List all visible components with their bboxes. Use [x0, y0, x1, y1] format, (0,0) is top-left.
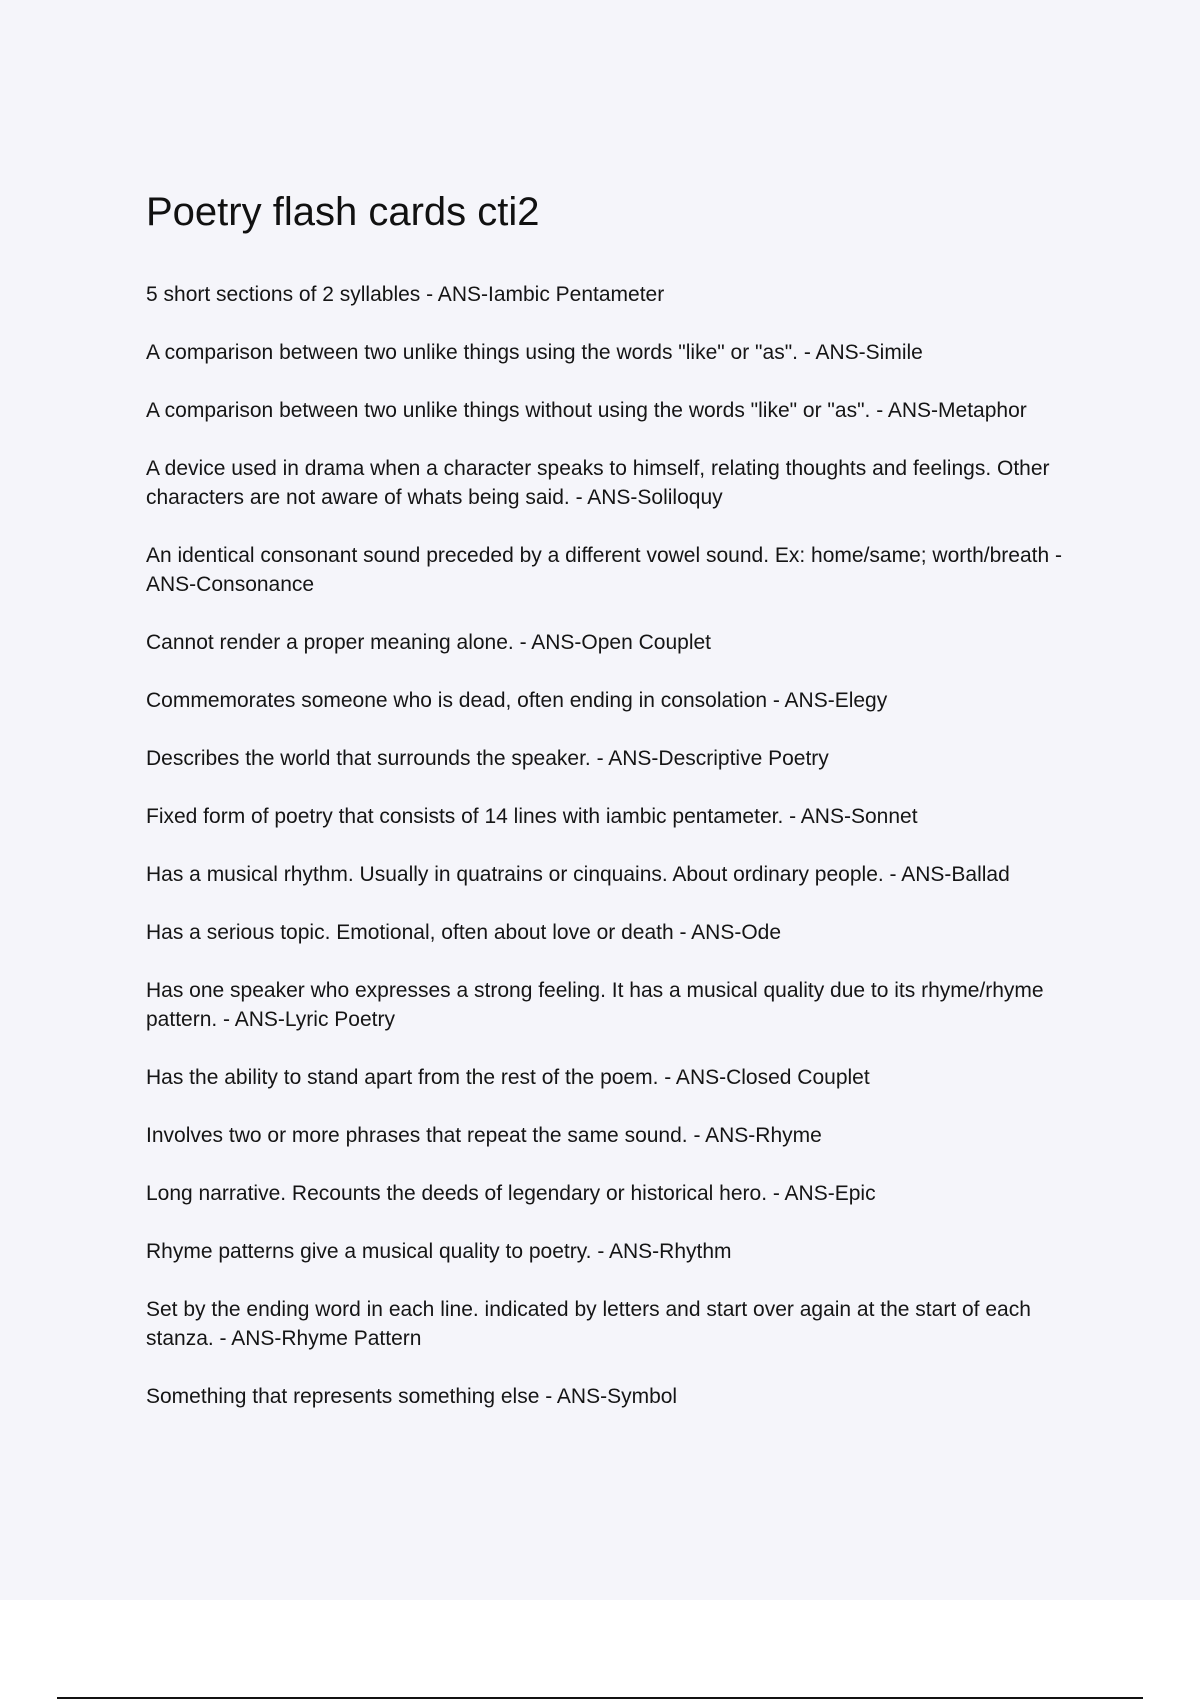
flashcard-4: A device used in drama when a character speaks to himself, relating thoughts and feelings. Other characters are not aware of whats being said. - ANS-Soliloquy	[146, 457, 1050, 509]
flashcard-14: Involves two or more phrases that repeat the same sound. - ANS-Rhyme	[146, 1124, 822, 1147]
flashcard-3: A comparison between two unlike things without using the words "like" or "as". - ANS-Metaphor	[146, 399, 1027, 422]
flashcard-12: Has one speaker who expresses a strong feeling. It has a musical quality due to its rhyme/rhyme pattern. - ANS-Lyric Poetry	[146, 979, 1044, 1031]
flashcard-2: A comparison between two unlike things using the words "like" or "as". - ANS-Simile	[146, 341, 923, 364]
flashcard-10: Has a musical rhythm. Usually in quatrains or cinquains. About ordinary people. - ANS-Ballad	[146, 863, 1010, 886]
flashcard-6: Cannot render a proper meaning alone. - ANS-Open Couplet	[146, 631, 712, 654]
flashcard-9: Fixed form of poetry that consists of 14 lines with iambic pentameter. - ANS-Sonnet	[146, 805, 918, 828]
flashcard-11: Has a serious topic. Emotional, often about love or death - ANS-Ode	[146, 921, 782, 944]
flashcard-1: 5 short sections of 2 syllables - ANS-Iambic Pentameter	[146, 283, 665, 306]
flashcard-5: An identical consonant sound preceded by a different vowel sound. Ex: home/same; worth/breath - ANS-Consonance	[146, 544, 1062, 596]
flashcard-17: Set by the ending word in each line. indicated by letters and start over again at the start of each stanza. - ANS-Rhyme Pattern	[146, 1298, 1031, 1350]
footer-divider	[57, 1697, 1143, 1699]
flashcard-list	[146, 280, 1086, 1440]
flashcard-8: Describes the world that surrounds the speaker. - ANS-Descriptive Poetry	[146, 747, 829, 770]
flashcard-18: Something that represents something else - ANS-Symbol	[146, 1385, 678, 1408]
flashcard-13: Has the ability to stand apart from the rest of the poem. - ANS-Closed Couplet	[146, 1066, 870, 1089]
flashcard-7: Commemorates someone who is dead, often ending in consolation - ANS-Elegy	[146, 689, 888, 712]
flashcard-16: Rhyme patterns give a musical quality to poetry. - ANS-Rhythm	[146, 1240, 732, 1263]
page-title: Poetry flash cards cti2	[146, 190, 540, 234]
flashcard-15: Long narrative. Recounts the deeds of legendary or historical hero. - ANS-Epic	[146, 1182, 876, 1205]
